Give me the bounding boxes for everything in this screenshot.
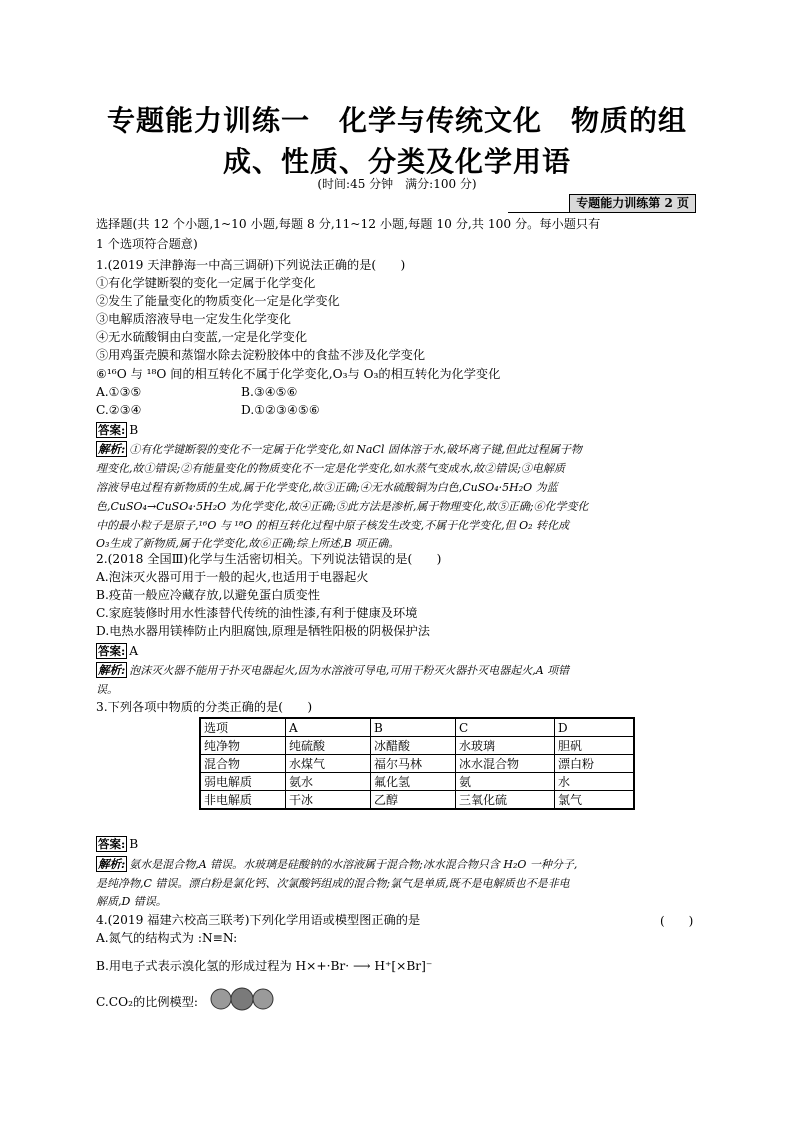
- q2-answer-value: A: [129, 644, 139, 658]
- table-cell: 氯气: [555, 791, 635, 810]
- q1-stem: 1.(2019 天津静海一中高三调研)下列说法正确的是( ): [96, 258, 406, 272]
- table-cell: 氟化氢: [371, 773, 456, 791]
- q4-option-b: B.用电子式表示溴化氢的形成过程为 H×+·Br· ⟶ H⁺[×Br]⁻: [96, 959, 433, 973]
- q3-classification-table: [199, 717, 635, 810]
- table-row: [200, 791, 634, 810]
- q1-statement-2: ②发生了能量变化的物质变化一定是化学变化: [96, 294, 340, 308]
- q2-option-a: A.泡沫灭火器可用于一般的起火,也适用于电器起火: [96, 570, 369, 584]
- q3-analysis-3: 解质,D 错误。: [96, 895, 167, 908]
- table-cell: 氨: [456, 773, 555, 791]
- q1-answer-value: B: [129, 423, 139, 437]
- q1-statement-4: ④无水硫酸铜由白变蓝,一定是化学变化: [96, 330, 308, 344]
- oxygen-atom-right: [253, 989, 273, 1009]
- table-cell: C: [456, 718, 555, 737]
- answer-tag: 答案:: [98, 837, 126, 851]
- table-cell: 胆矾: [555, 737, 635, 755]
- q1-options-cd: [96, 402, 320, 419]
- table-cell: 冰水混合物: [456, 755, 555, 773]
- co2-space-filling-model: [208, 987, 278, 1011]
- q1-statement-5: ⑤用鸡蛋壳膜和蒸馏水除去淀粉胶体中的食盐不涉及化学变化: [96, 348, 426, 362]
- table-cell: 选项: [200, 718, 286, 737]
- q1-analysis-6: O₃生成了新物质,属于化学变化,故⑥正确;综上所述,B 项正确。: [96, 537, 400, 550]
- q2-analysis-text-1: 泡沫灭火器不能用于扑灭电器起火,因为水溶液可导电,可用干粉灭火器扑灭电器起火,A 项错: [129, 664, 570, 677]
- q1-option-a: A.①③⑤: [96, 385, 142, 399]
- q1-analysis-1: [96, 441, 582, 458]
- table-cell: 非电解质: [200, 791, 286, 810]
- table-cell: D: [555, 718, 635, 737]
- table-cell: 乙醇: [371, 791, 456, 810]
- q2-analysis-2: 误。: [96, 683, 118, 696]
- table-cell: 水玻璃: [456, 737, 555, 755]
- q2-option-c: C.家庭装修时用水性漆替代传统的油性漆,有利于健康及环境: [96, 606, 418, 620]
- q3-analysis-text-1: 氨水是混合物,A 错误。水玻璃是硅酸钠的水溶液属于混合物;冰水混合物只含 H₂O 一种分子,: [129, 858, 578, 871]
- table-cell: 水煤气: [286, 755, 371, 773]
- table-row: [200, 755, 634, 773]
- q3-stem: 3.下列各项中物质的分类正确的是( ): [96, 700, 313, 714]
- table-cell: 氨水: [286, 773, 371, 791]
- q1-analysis-5: 中的最小粒子是原子,¹⁶O 与 ¹⁸O 的相互转化过程中原子核发生改变,不属于化学变化,但 O₂ 转化成: [96, 519, 570, 532]
- page-title-line2: 成、性质、分类及化学用语: [222, 145, 571, 178]
- table-cell: 三氧化硫: [456, 791, 555, 810]
- table-row: [200, 737, 634, 755]
- analysis-tag: 解析:: [98, 857, 126, 871]
- q2-stem: 2.(2018 全国Ⅲ)化学与生活密切相关。下列说法错误的是( ): [96, 552, 442, 566]
- analysis-tag: 解析:: [98, 442, 126, 456]
- table-cell: 冰醋酸: [371, 737, 456, 755]
- q3-analysis-2: 是纯净物,C 错误。漂白粉是氯化钙、次氯酸钙组成的混合物;氯气是单质,既不是电解质也不是非电: [96, 877, 570, 890]
- carbon-atom: [231, 988, 253, 1010]
- page-badge-label: 专题能力训练第 2 页: [569, 194, 696, 213]
- page-badge: [508, 194, 696, 213]
- q1-statement-3: ③电解质溶液导电一定发生化学变化: [96, 312, 291, 326]
- page-title-line1: 专题能力训练一 化学与传统文化 物质的组: [106, 104, 687, 137]
- table-cell: 水: [555, 773, 635, 791]
- q3-analysis-1: [96, 856, 577, 873]
- q3-answer: [96, 836, 138, 853]
- q2-option-b: B.疫苗一般应冷藏存放,以避免蛋白质变性: [96, 588, 320, 602]
- table-cell: 漂白粉: [555, 755, 635, 773]
- intro-line2: 1 个选项符合题意): [96, 237, 198, 251]
- q4-option-c: C.CO₂的比例模型:: [96, 995, 199, 1009]
- q3-answer-value: B: [129, 837, 139, 851]
- q4-answer-paren: ( ): [660, 914, 694, 928]
- q1-option-d: D.①②③④⑤⑥: [241, 403, 320, 417]
- table-cell: A: [286, 718, 371, 737]
- q1-analysis-2: 理变化,故①错误;②有能量变化的物质变化不一定是化学变化,如水蒸气变成水,故②错误;③电解质: [96, 462, 565, 475]
- q1-analysis-3: 溶液导电过程有新物质的生成,属于化学变化,故③正确;④无水硫酸铜为白色,CuSO₄·5H₂O 为蓝: [96, 481, 558, 494]
- q1-analysis-4: 色,CuSO₄→CuSO₄·5H₂O 为化学变化,故④正确;⑤此方法是渗析,属于物理变化,故⑤正确;⑥化学变化: [96, 500, 589, 513]
- table-cell: 弱电解质: [200, 773, 286, 791]
- table-cell: 混合物: [200, 755, 286, 773]
- q1-statement-1: ①有化学键断裂的变化一定属于化学变化: [96, 276, 316, 290]
- q1-option-c: C.②③④: [96, 403, 142, 417]
- q1-analysis-text-1: ①有化学键断裂的变化不一定属于化学变化,如 NaCl 固体溶于水,破坏离子键,但此过程属于物: [129, 443, 582, 456]
- page-subtitle: (时间:45 分钟 满分:100 分): [317, 177, 477, 191]
- q4-stem: 4.(2019 福建六校高三联考)下列化学用语或模型图正确的是: [96, 913, 421, 927]
- table-row: [200, 718, 634, 737]
- table-cell: 纯硫酸: [286, 737, 371, 755]
- q2-answer: [96, 643, 138, 660]
- table-cell: 干冰: [286, 791, 371, 810]
- q4-option-a: A.氮气的结构式为 :N≡N:: [96, 931, 238, 945]
- table-cell: B: [371, 718, 456, 737]
- q1-answer: [96, 422, 138, 439]
- table-cell: 纯净物: [200, 737, 286, 755]
- analysis-tag: 解析:: [98, 663, 126, 677]
- table-row: [200, 773, 634, 791]
- intro-line1: 选择题(共 12 个小题,1~10 小题,每题 8 分,11~12 小题,每题 10 分,共 100 分。每小题只有: [96, 217, 601, 231]
- q1-options-ab: [96, 384, 298, 401]
- answer-tag: 答案:: [98, 423, 126, 437]
- q2-analysis-1: [96, 662, 569, 679]
- q1-option-b: B.③④⑤⑥: [241, 385, 298, 399]
- oxygen-atom-left: [211, 989, 231, 1009]
- answer-tag: 答案:: [98, 644, 126, 658]
- q1-statement-6: ⑥¹⁶O 与 ¹⁸O 间的相互转化不属于化学变化,O₃与 O₃的相互转化为化学变化: [96, 367, 501, 381]
- q2-option-d: D.电热水器用镁棒防止内胆腐蚀,原理是牺牲阳极的阴极保护法: [96, 624, 430, 638]
- table-cell: 福尔马林: [371, 755, 456, 773]
